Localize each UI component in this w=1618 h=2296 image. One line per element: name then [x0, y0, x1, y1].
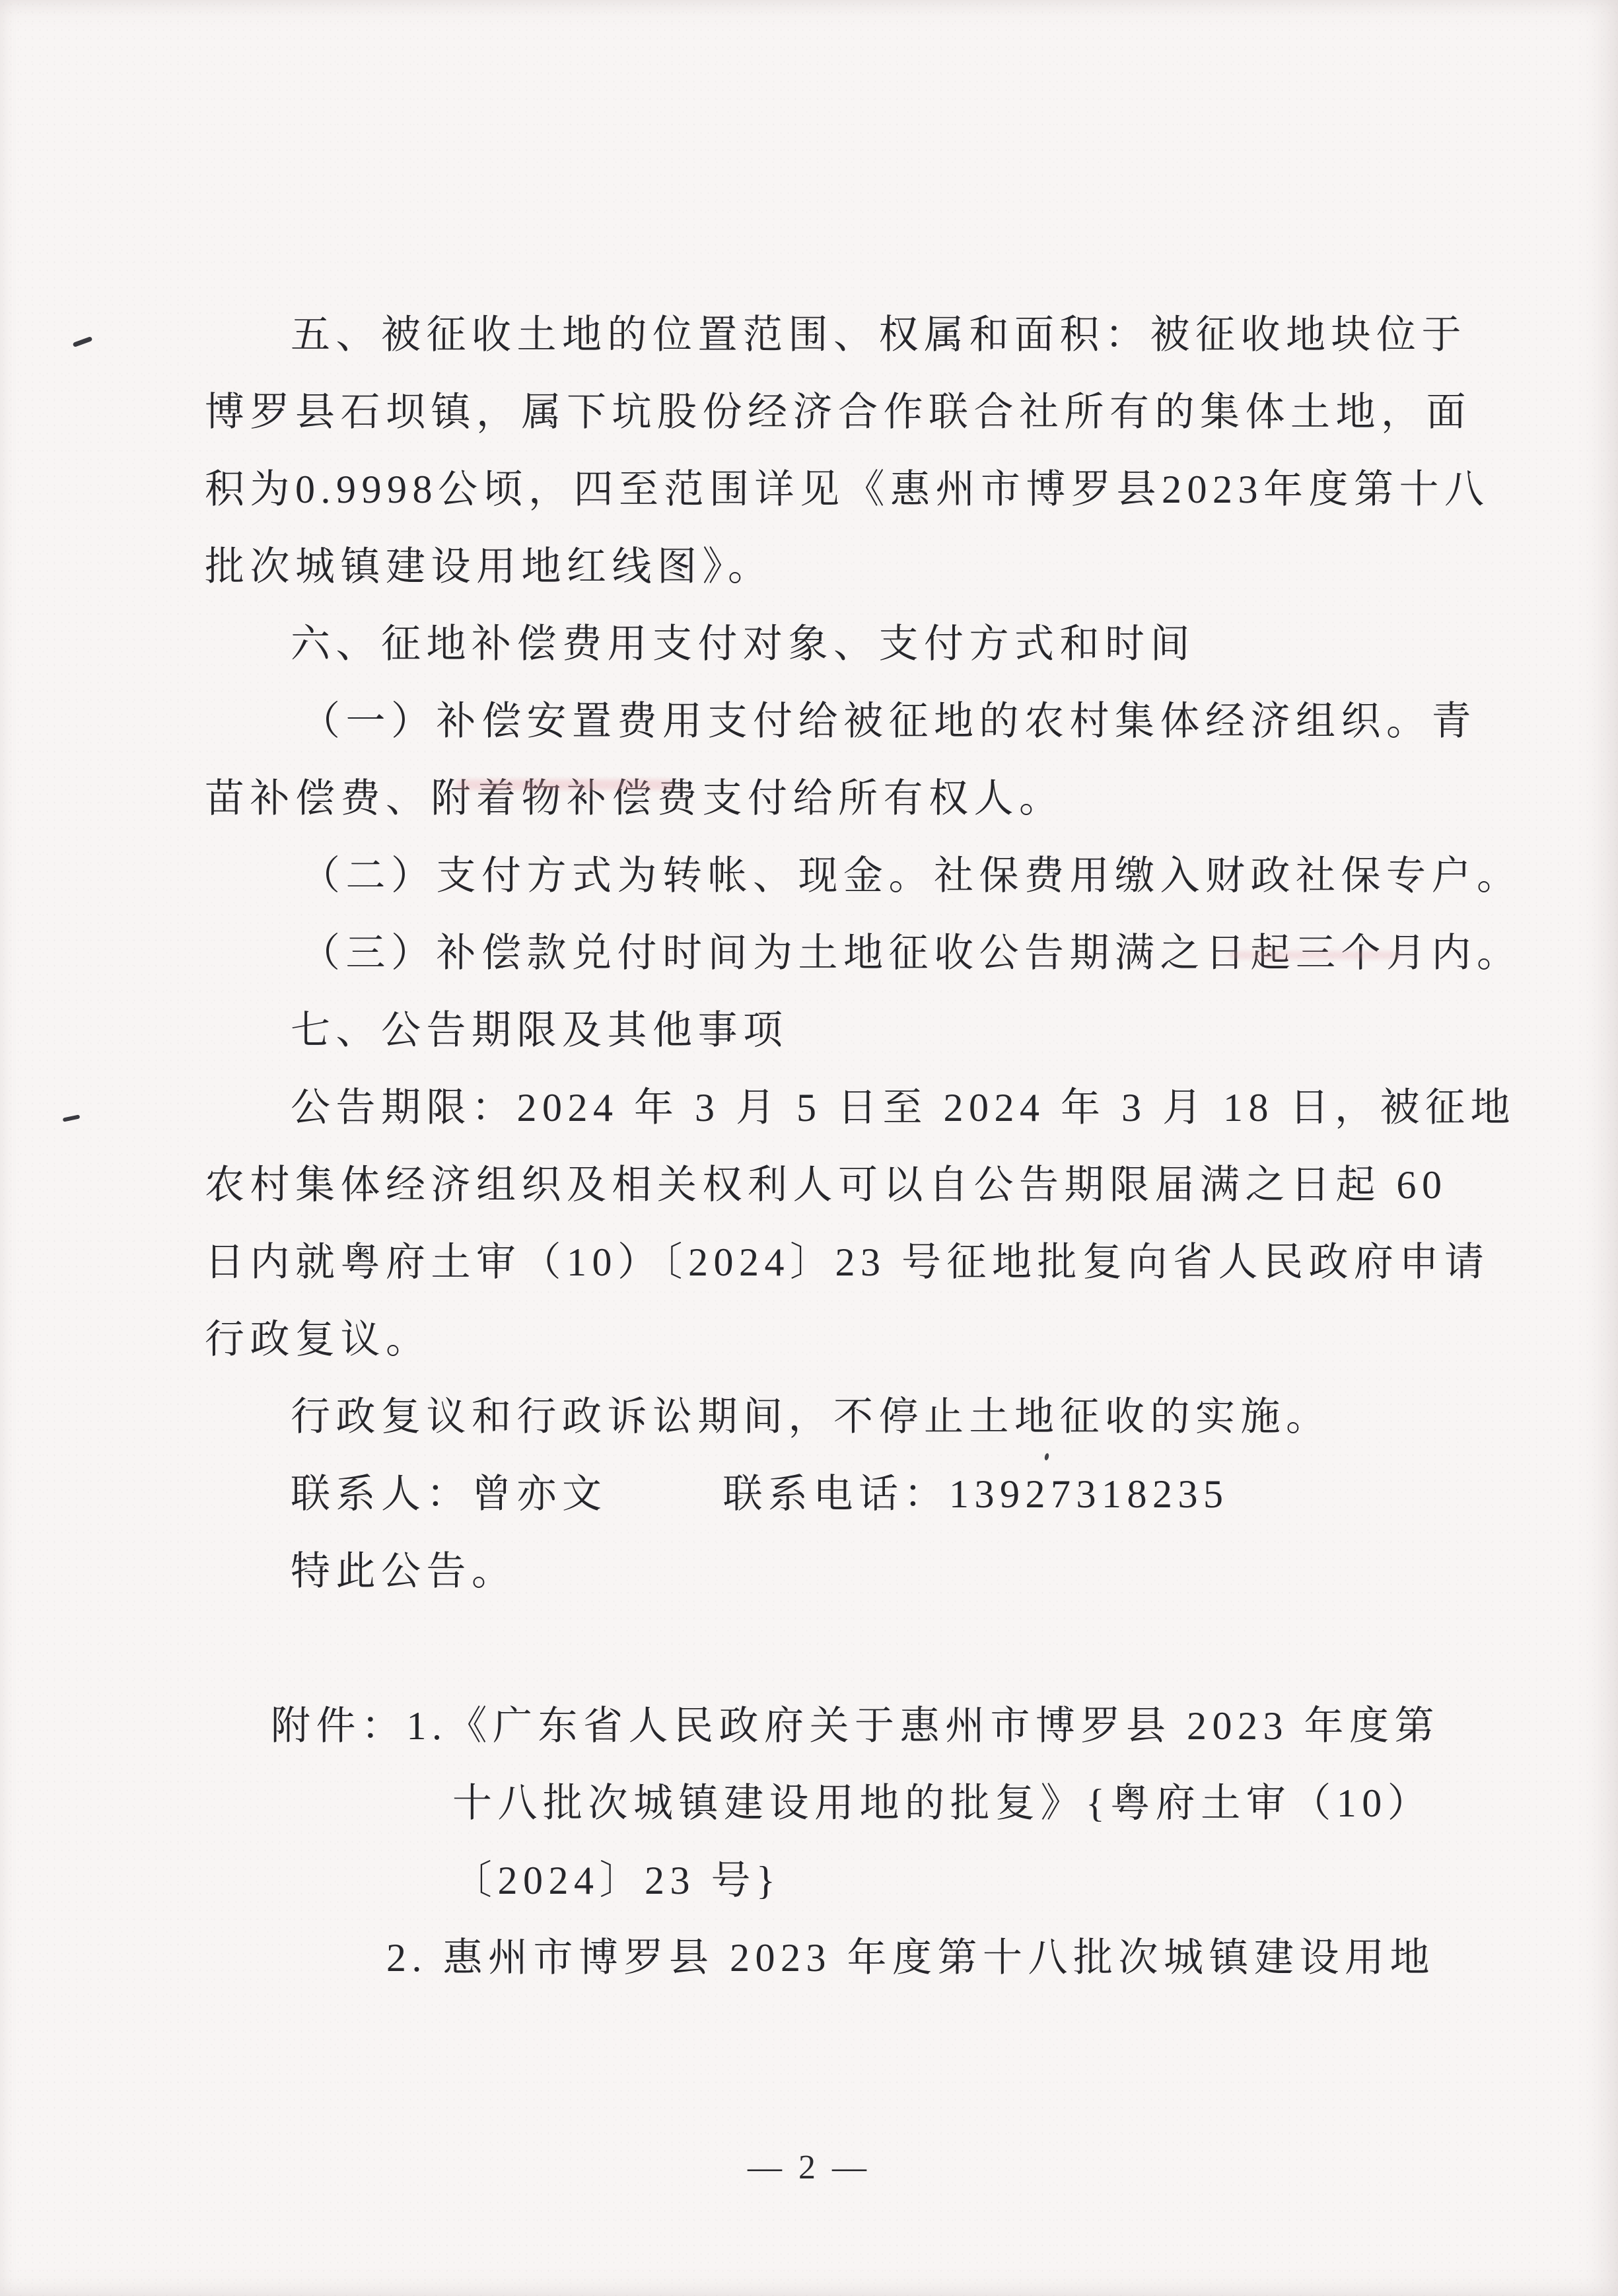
- line-attachment-2: 十八批次城镇建设用地的批复》{粤府土审（10）: [452, 1781, 1433, 1825]
- line-attachment-4: 2. 惠州市博罗县 2023 年度第十八批次城镇建设用地: [386, 1936, 1435, 1980]
- line-attachment-1: 附件：1.《广东省人民政府关于惠州市博罗县 2023 年度第: [271, 1704, 1440, 1748]
- line-sec7-heading: 七、公告期限及其他事项: [291, 1009, 789, 1052]
- contact-phone-label: 联系电话：13927318235: [722, 1472, 1229, 1516]
- document-text-block: [205, 297, 1526, 1997]
- line-sec5-body-1: 博罗县石坝镇，属下坑股份经济合作联合社所有的集体土地，面: [205, 390, 1471, 434]
- blank-line: [205, 1610, 1526, 1688]
- line-item1-2: 苗补偿费、附着物补偿费支付给所有权人。: [205, 777, 1065, 820]
- line-litigation: 行政复议和行政诉讼期间，不停止土地征收的实施。: [291, 1395, 1331, 1439]
- line-notice-period-2: 农村集体经济组织及相关权利人可以自公告期限届满之日起 60: [205, 1163, 1448, 1207]
- scan-artifact-dash-2: [63, 1114, 81, 1122]
- line-item2: （二）支付方式为转帐、现金。社保费用缴入财政社保专户。: [300, 854, 1522, 898]
- line-notice-period-3: 日内就粤府土审（10）〔2024〕23 号征地批复向省人民政府申请: [205, 1240, 1490, 1284]
- scan-smudge-pink-1: [456, 779, 674, 790]
- line-notice-period-1: 公告期限：2024 年 3 月 5 日至 2024 年 3 月 18 日，被征地: [291, 1086, 1516, 1130]
- line-sec6-heading: 六、征地补偿费用支付对象、支付方式和时间: [291, 622, 1195, 666]
- line-notice-period-4: 行政复议。: [205, 1318, 431, 1361]
- scan-smudge-pink-2: [1228, 951, 1400, 959]
- line-contact: [205, 1456, 1526, 1533]
- line-sec5-body-2: 积为0.9998公顷，四至范围详见《惠州市博罗县2023年度第十八: [205, 468, 1490, 511]
- line-attachment-3: 〔2024〕23 号}: [452, 1859, 781, 1902]
- line-item1-1: （一）补偿安置费用支付给被征地的农村集体经济组织。青: [300, 700, 1477, 743]
- line-sec5-heading: 五、被征收土地的位置范围、权属和面积：被征收地块位于: [291, 313, 1467, 357]
- page-number: — 2 —: [748, 2149, 870, 2186]
- line-item3: （三）补偿款兑付时间为土地征收公告期满之日起三个月内。: [300, 931, 1522, 975]
- scan-artifact-dash-1: [73, 336, 93, 347]
- line-conclusion: 特此公告。: [291, 1550, 517, 1593]
- contact-person-label: 联系人：曾亦文: [291, 1472, 608, 1516]
- line-sec5-body-3: 批次城镇建设用地红线图》。: [205, 545, 773, 589]
